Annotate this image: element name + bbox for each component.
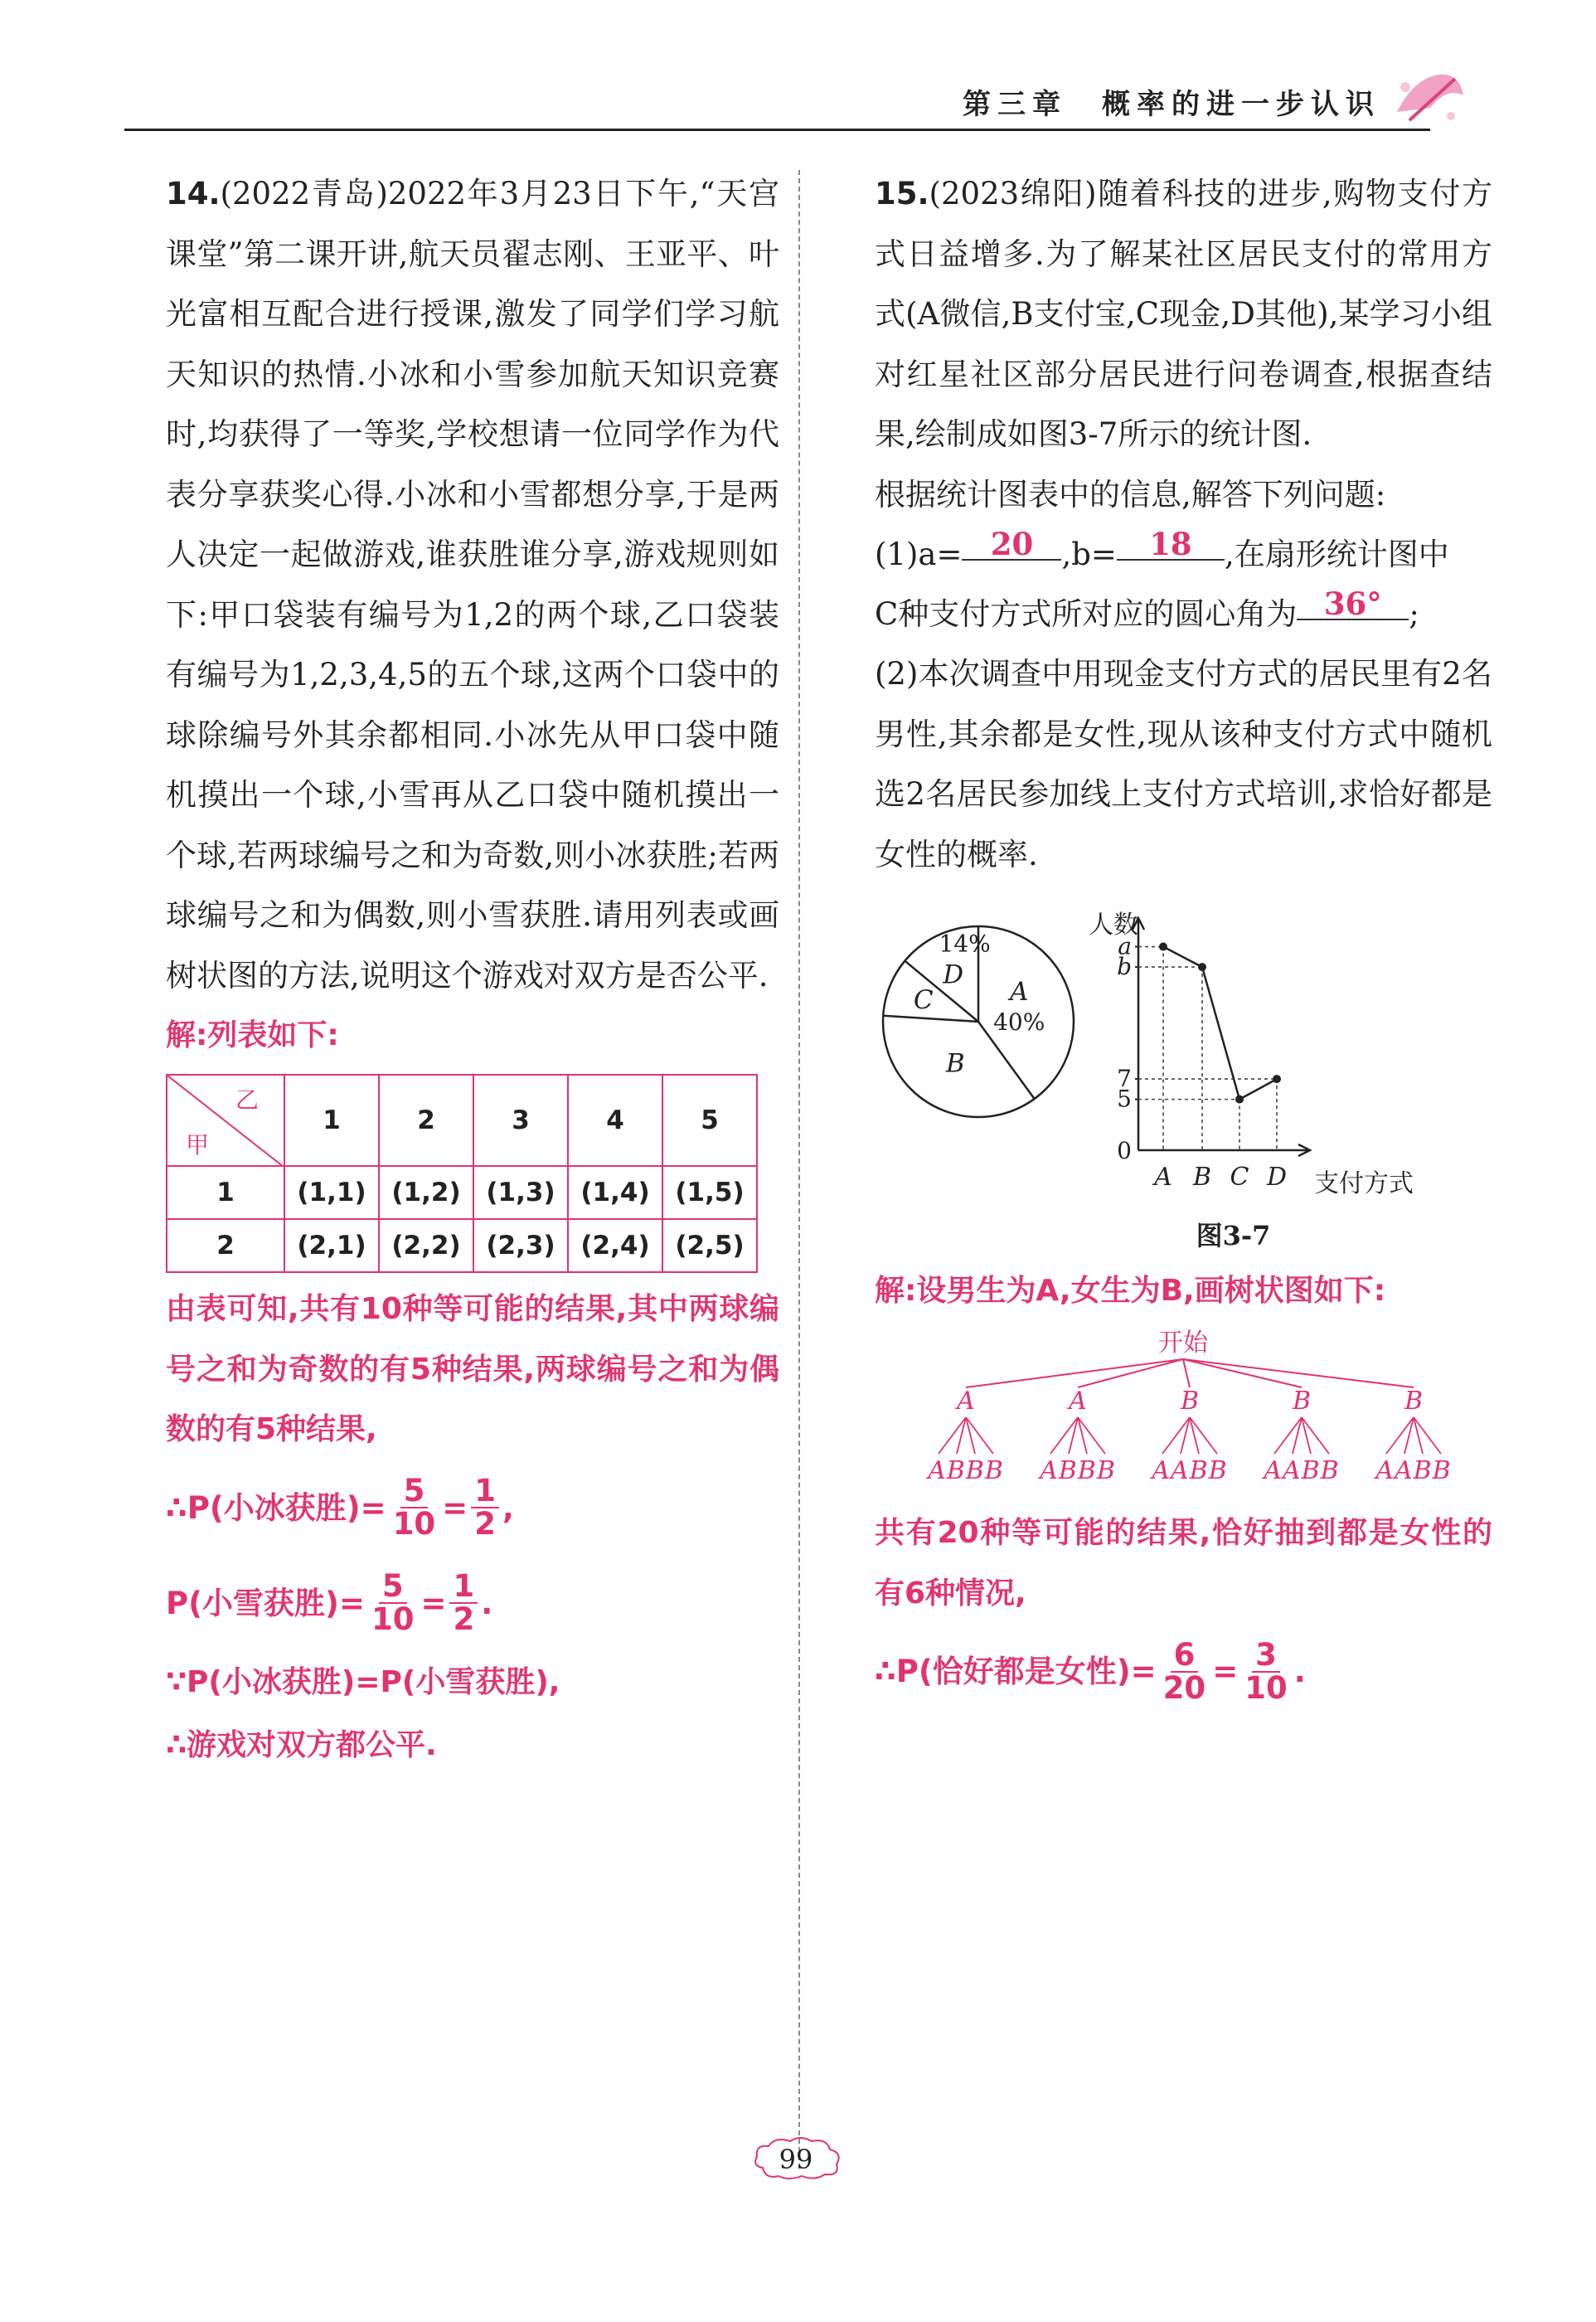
part1-text: ,在扇形统计图中	[1224, 537, 1449, 572]
part1-b-label: ,b=	[1061, 537, 1117, 572]
x-axis-label: 支付方式	[1314, 1169, 1414, 1198]
tree-level2-node: ABBB	[1040, 1456, 1116, 1485]
col-header: 5	[662, 1075, 757, 1166]
tree-branch	[1183, 1359, 1302, 1387]
denominator: 2	[474, 1506, 496, 1542]
corner-top-label: 乙	[235, 1086, 259, 1114]
part1-label: (1)a=	[875, 537, 963, 572]
fraction	[368, 1568, 418, 1637]
q15-part1-line1	[875, 525, 1492, 585]
tree-level2-node: AABB	[1152, 1456, 1228, 1485]
fraction	[471, 1475, 499, 1540]
data-point	[1235, 1095, 1244, 1104]
pie-slice-label: B	[945, 1048, 965, 1079]
tree-branch	[1183, 1359, 1190, 1387]
data-point	[1273, 1075, 1281, 1083]
table-cell: (1,1)	[284, 1166, 379, 1219]
equals: =	[1212, 1654, 1239, 1689]
tree-level2-node: ABBB	[928, 1456, 1004, 1485]
prob-prefix: ∴P(小冰获胜)=	[166, 1489, 386, 1526]
figure-3-7	[875, 885, 1492, 1217]
equals: =	[442, 1489, 468, 1526]
table-row	[167, 1219, 757, 1272]
q15-number: 15.	[875, 176, 929, 211]
y-tick-label: 5	[1117, 1085, 1132, 1113]
numerator: 6	[1171, 1639, 1199, 1673]
prob-prefix: P(小雪获胜)=	[166, 1585, 365, 1621]
angle-answer-blank: 36°	[1297, 589, 1409, 620]
tree-level1-node: A	[957, 1387, 975, 1416]
q14-number: 14.	[166, 176, 221, 211]
table-cell: (2,5)	[662, 1219, 757, 1272]
denominator: 10	[371, 1601, 415, 1637]
denominator: 10	[1244, 1669, 1288, 1706]
a-answer-blank: 20	[962, 529, 1061, 561]
table-cell: (2,2)	[379, 1219, 473, 1272]
pie-slice-label: A	[1010, 977, 1029, 1008]
x-tick-label: C	[1230, 1163, 1249, 1192]
punctuation: ;	[1409, 596, 1419, 632]
decoration-icon	[1380, 62, 1472, 133]
tree-branch	[966, 1359, 1183, 1387]
q14-line-4: ∴游戏对双方都公平.	[166, 1727, 437, 1762]
prob-prefix: ∴P(恰好都是女性)=	[875, 1654, 1157, 1689]
table-corner	[167, 1075, 284, 1166]
tree-level1-node: B	[1292, 1387, 1312, 1416]
question-15	[875, 164, 1492, 1719]
q14-prob-line-1	[166, 1460, 779, 1556]
fraction	[390, 1475, 439, 1540]
table-cell: (2,1)	[284, 1219, 379, 1272]
pie-slice-boundary	[883, 1016, 978, 1022]
numerator: 5	[400, 1475, 429, 1508]
data-line	[1163, 947, 1277, 1100]
table-row	[167, 1166, 757, 1219]
denominator: 2	[453, 1601, 475, 1637]
q15-text	[875, 164, 1492, 465]
table-cell: (2,4)	[568, 1219, 662, 1272]
q14-table	[166, 1074, 758, 1273]
col-header: 3	[473, 1075, 568, 1166]
equals: =	[420, 1585, 447, 1621]
chapter-header: 第三章 概率的进一步认识	[963, 88, 1380, 121]
pie-slice-label: D	[943, 959, 964, 990]
q15-part1-line2	[875, 585, 1492, 644]
y-axis-label: 人数	[1089, 911, 1138, 940]
figure-caption: 图3-7	[1196, 1220, 1271, 1251]
tree-level2-node: AABB	[1375, 1456, 1452, 1485]
y-tick-label: a	[1118, 932, 1132, 960]
y-tick-label: b	[1117, 953, 1132, 981]
row-header: 2	[167, 1219, 284, 1272]
corner-diagonal	[167, 1076, 284, 1167]
col-header: 1	[284, 1075, 379, 1166]
x-tick-label: A	[1154, 1163, 1172, 1192]
row-header: 1	[167, 1166, 284, 1219]
question-14	[166, 164, 779, 1777]
punctuation: ,	[502, 1489, 515, 1526]
part1-text-2: C种支付方式所对应的圆心角为	[875, 596, 1298, 632]
numerator: 1	[449, 1571, 478, 1604]
header-rule	[124, 129, 1430, 131]
tree-branch	[1078, 1359, 1183, 1387]
table-cell: (1,4)	[568, 1166, 662, 1219]
pie-value-label: 40%	[993, 1008, 1045, 1037]
x-tick-label: D	[1266, 1163, 1288, 1192]
y-tick-label: 0	[1117, 1137, 1132, 1164]
fraction	[1160, 1636, 1210, 1706]
q15-final-prob	[875, 1624, 1492, 1719]
q15-instruction: 根据统计图表中的信息,解答下列问题:	[875, 476, 1386, 512]
q14-line-3: ∵P(小冰获胜)=P(小雪获胜),	[166, 1664, 560, 1699]
table-cell: (2,3)	[473, 1219, 568, 1272]
punctuation: .	[481, 1585, 493, 1621]
numerator: 1	[471, 1475, 499, 1508]
table-cell: (1,2)	[379, 1166, 473, 1219]
tree-branch	[1183, 1359, 1414, 1387]
table-cell: (1,5)	[662, 1166, 757, 1219]
tree-diagram	[875, 1321, 1492, 1503]
table-cell: (1,3)	[473, 1166, 568, 1219]
tree-level2-node: AABB	[1264, 1456, 1340, 1485]
y-tick-label: 7	[1117, 1065, 1132, 1093]
x-tick-label: B	[1192, 1163, 1212, 1192]
fraction	[449, 1568, 478, 1637]
page-number: 99	[779, 2144, 813, 2175]
b-answer-blank: 18	[1117, 529, 1225, 561]
data-point	[1159, 943, 1167, 951]
tree-level1-node: B	[1404, 1387, 1424, 1416]
column-divider	[798, 170, 800, 2169]
denominator: 10	[392, 1506, 436, 1542]
q14-prob-line-2	[166, 1556, 779, 1651]
q15-explanation: 共有20种等可能的结果,恰好抽到都是女性的有6种情况,	[875, 1516, 1492, 1610]
fraction	[1241, 1636, 1291, 1706]
q14-explanation: 由表可知,共有10种等可能的结果,其中两球编号之和为奇数的有5种结果,两球编号之和为偶数的有5种结果,	[166, 1292, 779, 1446]
col-header: 2	[379, 1075, 473, 1166]
corner-bottom-label: 甲	[186, 1131, 210, 1159]
q14-solution-intro: 解:列表如下:	[166, 1018, 339, 1052]
q14-body: (2022青岛)2022年3月23日下午,“天宫课堂”第二课开讲,航天员翟志刚、王亚平、叶光富相互配合进行授课,激发了同学们学习航天知识的热情.小冰和小雪参加航天知识竞赛时,均获得了一等奖,学校想请一位同学作为代表分享获奖心得.小冰和小雪都想分享,于是两人决定一起做游戏,谁获胜谁分享,游戏规则如下:甲口袋装有编号为1,2的两个球,乙口袋装有编号为1,2,3,4,5的五个球,这两个口袋中的球除编号外其余都相同.小冰先从甲口袋中随机摸出一个球,小雪再从乙口袋中随机摸出一个球,若两球编号之和为奇数,则小冰获胜;若两球编号之和为偶数,则小雪获胜.请用列表或画树状图的方法,说明这个游戏对双方是否公平.	[166, 176, 779, 993]
pie-slice-label: C	[913, 984, 934, 1015]
q15-body: (2023绵阳)随着科技的进步,购物支付方式日益增多.为了解某社区居民支付的常用方式(A微信,B支付宝,C现金,D其他),某学习小组对红星社区部分居民进行问卷调查,根据查结果,绘制成如图3-7所示的统计图.	[875, 176, 1492, 452]
numerator: 5	[379, 1571, 407, 1604]
q14-text	[166, 164, 779, 1006]
q15-part2: (2)本次调查中用现金支付方式的居民里有2名男性,其余都是女性,现从该种支付方式中随机选2名居民参加线上支付方式培训,求恰好都是女性的概率.	[875, 656, 1492, 872]
numerator: 3	[1252, 1639, 1280, 1673]
data-point	[1198, 963, 1206, 971]
punctuation: .	[1293, 1654, 1306, 1689]
pie-value-label: 14%	[939, 930, 991, 958]
tree-level1-node: B	[1180, 1387, 1200, 1416]
tree-root: 开始	[1158, 1329, 1208, 1358]
line-chart	[1089, 911, 1414, 1198]
tree-level1-node: A	[1069, 1387, 1087, 1416]
col-header: 4	[568, 1075, 662, 1166]
denominator: 20	[1162, 1669, 1206, 1706]
q15-solution-intro: 解:设男生为A,女生为B,画树状图如下:	[875, 1274, 1386, 1308]
pie-chart	[883, 926, 1074, 1117]
